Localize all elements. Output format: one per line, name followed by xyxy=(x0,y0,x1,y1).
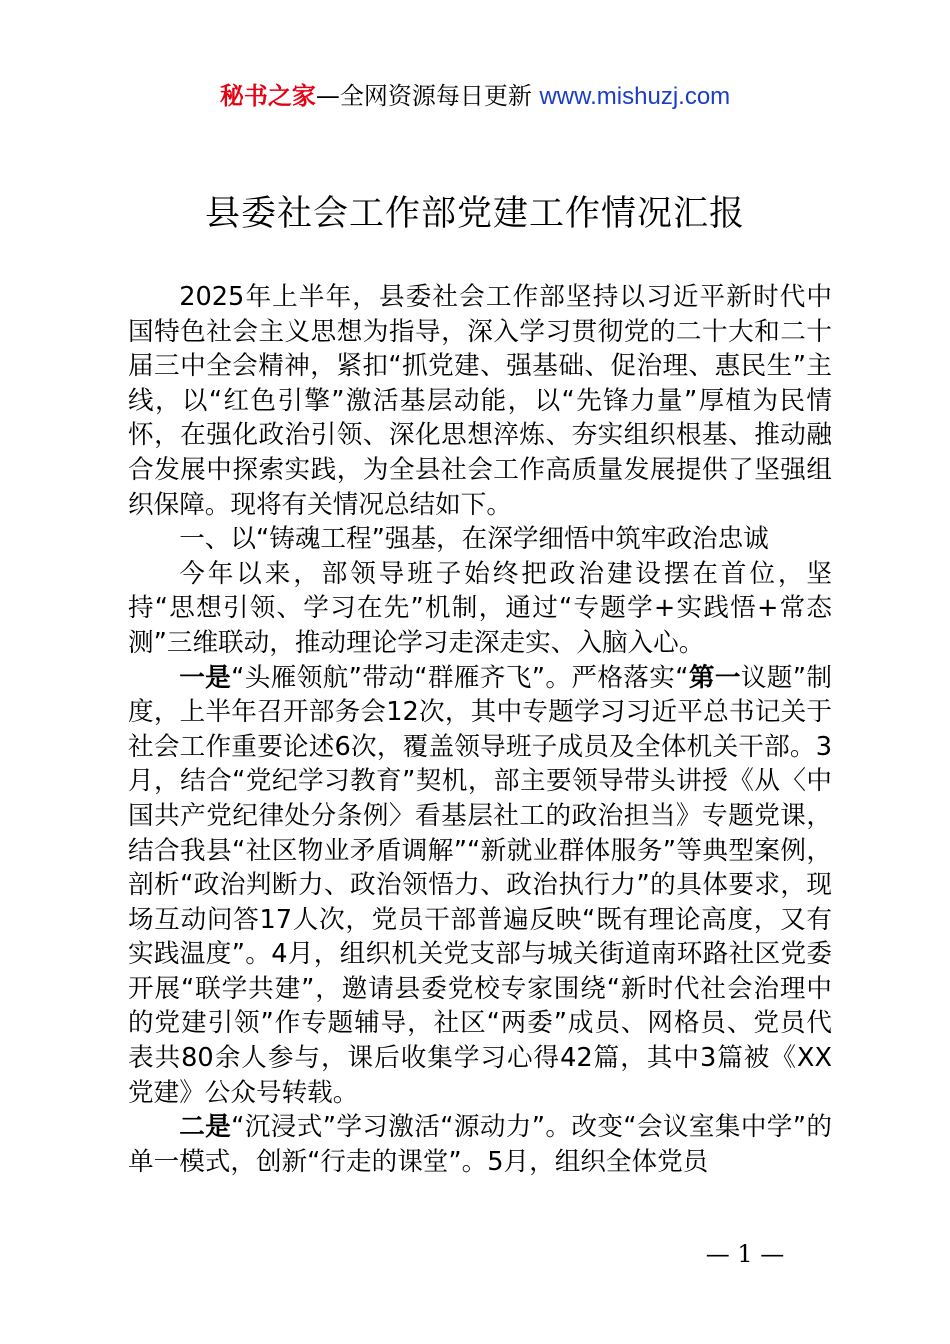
site-header xyxy=(0,80,950,113)
point-one-paragraph xyxy=(128,661,832,1111)
point-two-paragraph xyxy=(128,1110,832,1179)
page-number: — 1 — xyxy=(705,1240,785,1268)
point-one-bold-term: 第一 xyxy=(688,662,741,693)
section-heading-1: 一、以“铸魂工程”强基，在深学细悟中筑牢政治忠诚 xyxy=(179,524,769,555)
intro-paragraph: 2025年上半年，县委社会工作部坚持以习近平新时代中国特色社会主义思想为指导，深入学习贯彻党的二十大和二十届三中全会精神，紧扣“抓党建、强基础、促治理、惠民生”主线，以“红色引擎”激活基层动能，以“先锋力量”厚植为民情怀，在强化政治引领、深化思想淬炼、夯实组织根基、推动融合发展中探索实践，为全县社会工作高质量发展提供了坚强组织保障。现将有关情况总结如下。 xyxy=(128,282,832,520)
header-dash: — xyxy=(315,82,340,110)
document-body xyxy=(128,280,832,1179)
section1-intro-paragraph: 今年以来，部领导班子始终把政治建设摆在首位，坚持“思想引领、学习在先”机制，通过“专题学+实践悟+常态测”三维联动，推动理论学习走深走实、入脑入心。 xyxy=(128,558,832,658)
site-brand: 秘书之家 xyxy=(219,82,316,110)
site-url-link[interactable]: www.mishuzj.com xyxy=(539,83,731,110)
header-slogan: 全网资源每日更新 xyxy=(339,82,540,110)
point-one-text-b: 议题”制度，上半年召开部务会12次，其中专题学习习近平总书记关于社会工作重要论述6次，覆盖领导班子成员及全体机关干部。3月，结合“党纪学习教育”契机，部主要领导带头讲授《从〈中国共产党纪律处分条例〉看基层社工的政治担当》专题党课，结合我县“社区物业矛盾调解”“新就业群体服务”等典型案例，剖析“政治判断力、政治领悟力、政治执行力”的具体要求，现场互动问答17人次，党员干部普遍反映“既有理论高度，又有实践温度”。4月，组织机关党支部与城关街道南环路社区党委开展“联学共建”，邀请县委党校专家围绕“新时代社会治理中的党建引领”作专题辅导，社区“两委”成员、网格员、党员代表共80余人参与，课后收集学习心得42篇，其中3篇被《XX党建》公众号转载。 xyxy=(128,662,832,1108)
point-one-lead: 一是 xyxy=(179,662,232,693)
point-two-text: “沉浸式”学习激活“源动力”。改变“会议室集中学”的单一模式，创新“行走的课堂”。5月，组织全体党员 xyxy=(128,1112,832,1177)
point-two-lead: 二是 xyxy=(179,1112,232,1143)
point-one-text-a: “头雁领航”带动“群雁齐飞”。严格落实“ xyxy=(231,662,689,693)
document-title: 县委社会工作部党建工作情况汇报 xyxy=(204,194,745,234)
